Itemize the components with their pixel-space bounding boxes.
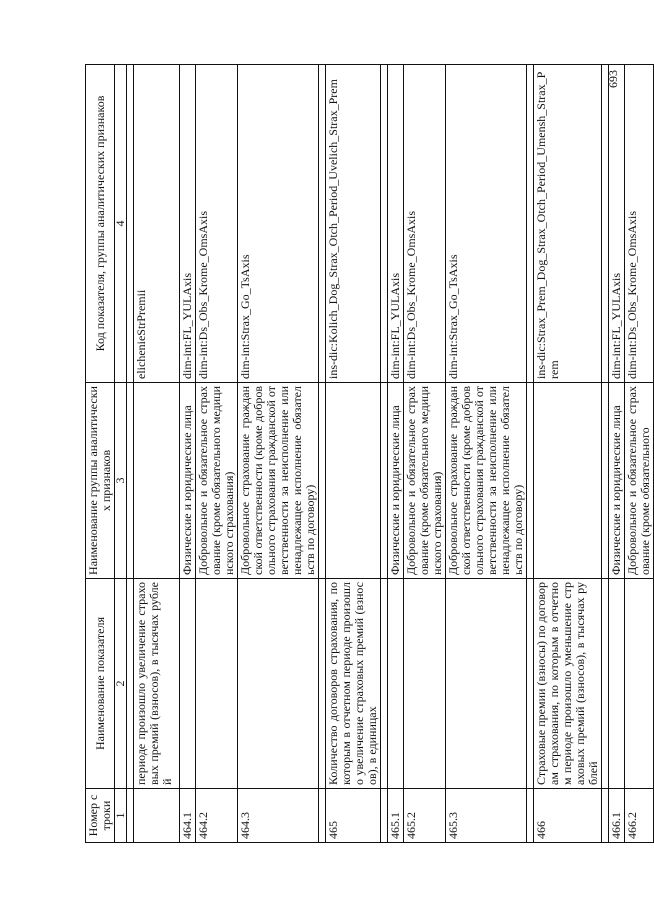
group-name (534, 383, 602, 579)
indicator-code: dim-int:Strax_Go_TsAxis (446, 65, 527, 383)
group-name (134, 383, 180, 579)
indicator-name (238, 579, 319, 789)
indicator-code: dim-int:FL_YULAxis (388, 65, 404, 383)
page-number: 693 (606, 70, 620, 88)
indicator-code: dim-int:Strax_Go_TsAxis (238, 65, 319, 383)
column-number: 4 (115, 65, 127, 383)
row-number: 466.1 (609, 789, 625, 843)
group-name (326, 383, 381, 579)
group-name: Физические и юридические лица (609, 383, 625, 579)
group-name: Добровольное и обязательное страхование (кроме обязательного медицинского страхования) (404, 383, 446, 579)
header-group-name: Наименование группы аналитических признаков (86, 383, 115, 579)
indicator-name (388, 579, 404, 789)
separator-row (319, 65, 326, 843)
indicator-code: dim-int:Ds_Obs_Krome_OmsAxis (404, 65, 446, 383)
row-number: 465.2 (404, 789, 446, 843)
table-row (609, 65, 625, 843)
indicator-code: dim-int:Ds_Obs_Krome_OmsAxis (625, 65, 654, 383)
indicator-code: dim-int:FL_YULAxis (180, 65, 196, 383)
table-row (196, 65, 238, 843)
indicator-code: dim-int:FL_YULAxis (609, 65, 625, 383)
header-row-number: Номер строки (86, 789, 115, 843)
indicator-name (625, 579, 654, 789)
table-row (625, 65, 654, 843)
group-name: Добровольное страхование гражданской ответственности (кроме добровольного страхования гражданской ответственности за неисполнение или ненадлежащее исполнение обязательств по договору) (238, 383, 319, 579)
indicator-name (196, 579, 238, 789)
header-code: Код показателя, группы аналитических признаков (86, 65, 115, 383)
indicator-name: периоде произошло увеличение страховых премий (взносов), в тысячах рублей (134, 579, 180, 789)
table-row (134, 65, 180, 843)
table-row (534, 65, 602, 843)
group-name: Добровольное и обязательное страхование (кроме обязательного медицинского страхования) (196, 383, 238, 579)
indicator-code: ins-dic:Kolich_Dog_Strax_Otch_Period_Uvelich_Strax_Prem (326, 65, 381, 383)
row-number: 464.1 (180, 789, 196, 843)
row-number: 464.2 (196, 789, 238, 843)
header-row (86, 65, 115, 843)
row-number (134, 789, 180, 843)
group-name: Добровольное и обязательное страхование (кроме обязательного (625, 383, 654, 579)
column-number: 2 (115, 579, 127, 789)
group-name: Физические и юридические лица (180, 383, 196, 579)
row-number: 465.3 (446, 789, 527, 843)
indicator-code: dim-int:Ds_Obs_Krome_OmsAxis (196, 65, 238, 383)
separator-row (527, 65, 534, 843)
column-number: 1 (115, 789, 127, 843)
row-number: 466 (534, 789, 602, 843)
indicator-table (85, 64, 654, 843)
separator-row (602, 65, 609, 843)
indicator-code: elichenieStrPremii (134, 65, 180, 383)
table-row (326, 65, 381, 843)
table-row (446, 65, 527, 843)
indicator-name (180, 579, 196, 789)
row-number: 464.3 (238, 789, 319, 843)
indicator-code: ins-dic:Strax_Prem_Dog_Strax_Otch_Period_Umensh_Strax_Prem (534, 65, 602, 383)
separator-row (127, 65, 134, 843)
column-number-row (115, 65, 127, 843)
group-name: Добровольное страхование гражданской ответственности (кроме добровольного страхования гражданской ответственности за неисполнение или ненадлежащее исполнение обязательств по договору) (446, 383, 527, 579)
column-number: 3 (115, 383, 127, 579)
header-indicator-name: Наименование показателя (86, 579, 115, 789)
indicator-name (609, 579, 625, 789)
table-row (180, 65, 196, 843)
row-number: 465.1 (388, 789, 404, 843)
indicator-name: Количество договоров страхования, по которым в отчетном периоде произошло увеличение страховых премий (взносов), в единицах (326, 579, 381, 789)
indicator-name (446, 579, 527, 789)
row-number: 465 (326, 789, 381, 843)
group-name: Физические и юридические лица (388, 383, 404, 579)
indicator-name (404, 579, 446, 789)
table-row (404, 65, 446, 843)
table-row (388, 65, 404, 843)
table-row (238, 65, 319, 843)
separator-row (381, 65, 388, 843)
row-number: 466.2 (625, 789, 654, 843)
indicator-name: Страховые премии (взносы) по договорам страхования, по которым в отчетном периоде произошло уменьшение страховых премий (взносов), в тысячах рублей (534, 579, 602, 789)
